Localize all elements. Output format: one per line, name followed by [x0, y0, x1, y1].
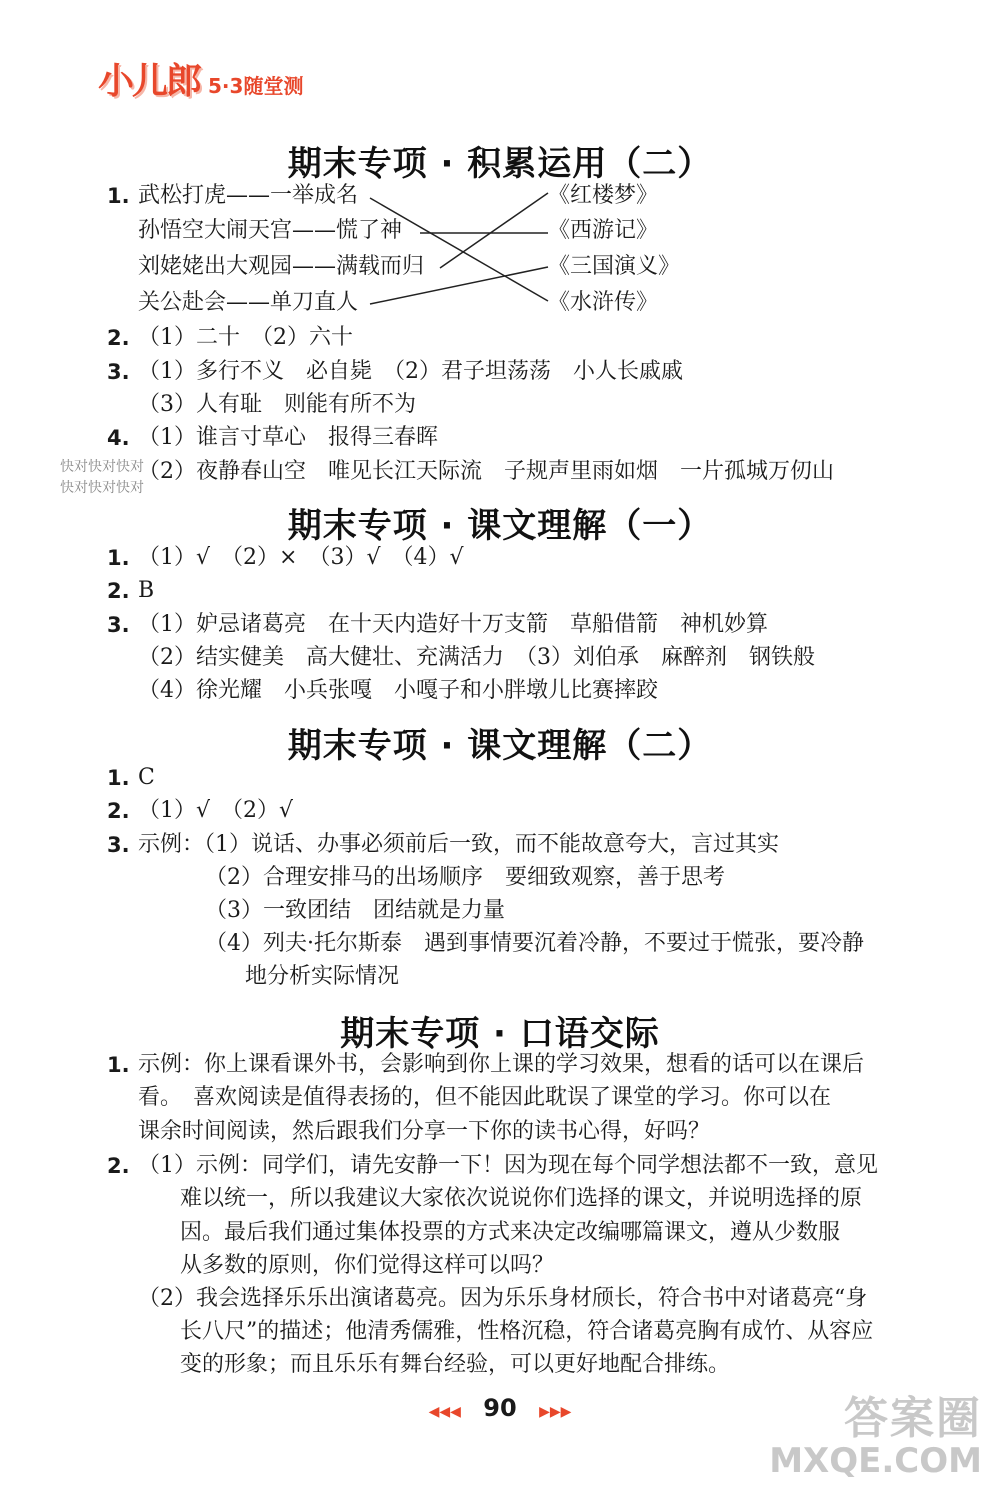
- answer-line: （4）徐光耀 小兵张嘎 小嘎子和小胖墩儿比赛摔跤: [138, 678, 658, 703]
- question-number: 2.: [107, 1154, 130, 1178]
- section-title-text-comprehension-2: 期末专项 · 课文理解（二）: [287, 726, 713, 766]
- answer-line: 看。 喜欢阅读是值得表扬的，但不能因此耽误了课堂的学习。你可以在: [138, 1085, 832, 1110]
- right-arrows-icon: ▶▶▶: [539, 1404, 572, 1420]
- question-number: 1.: [107, 766, 130, 790]
- answer-line: （4）列夫·托尔斯泰 遇到事情要沉着冷静，不要过于慌张，要冷静: [205, 931, 864, 956]
- answer-line: 难以统一，所以我建议大家依次说说你们选择的课文，并说明选择的原: [180, 1186, 863, 1211]
- site-watermark-url: MXQE.COM: [769, 1441, 982, 1481]
- answer-line: （1）多行不义 必自毙 （2）君子坦荡荡 小人长戚戚: [138, 359, 683, 384]
- answer-line: （3）一致团结 团结就是力量: [205, 898, 505, 923]
- question-number: 1.: [107, 184, 130, 208]
- match-left-item: 关公赴会——单刀直人: [138, 290, 359, 315]
- match-right-item: 《三国演义》: [548, 254, 681, 279]
- site-watermark: [769, 1395, 982, 1479]
- match-right-item: 《西游记》: [548, 218, 659, 243]
- page-number: 90: [483, 1394, 517, 1422]
- answer-line: （1）谁言寸草心 报得三春晖: [138, 425, 438, 450]
- question-number: 1.: [107, 1053, 130, 1077]
- match-right-item: 《水浒传》: [548, 290, 659, 315]
- side-watermark-line: 快对快对快对: [60, 459, 144, 475]
- answer-line: 课余时间阅读，然后跟我们分享一下你的读书心得，好吗？: [138, 1119, 711, 1144]
- question-number: 3.: [107, 613, 130, 637]
- answer-line: 示例：（1）说话、办事必须前后一致，而不能故意夸大，言过其实: [138, 832, 779, 857]
- question-number: 2.: [107, 579, 130, 603]
- answer-line: 因。最后我们通过集体投票的方式来决定改编哪篇课文，遵从少数服: [180, 1220, 841, 1245]
- brand-logo: 小儿郎: [98, 61, 201, 102]
- answer-line: （2）结实健美 高大健壮、充满活力 （3）刘伯承 麻醉剂 钢铁般: [138, 645, 815, 670]
- left-arrows-icon: ◀◀◀: [428, 1404, 461, 1420]
- answer-line: （1）二十 （2）六十: [138, 325, 353, 350]
- section-title-accumulation-2: 期末专项 · 积累运用（二）: [287, 144, 713, 184]
- question-number: 4.: [107, 426, 130, 450]
- section-title-oral-communication: 期末专项 · 口语交际: [340, 1014, 660, 1054]
- answer-line: （2）我会选择乐乐出演诸葛亮。因为乐乐身材颀长，符合书中对诸葛亮“身: [138, 1286, 868, 1311]
- side-watermark-line: 快对快对快对: [60, 480, 144, 496]
- answer-line: 示例：你上课看课外书，会影响到你上课的学习效果，想看的话可以在课后: [138, 1052, 865, 1077]
- brand-subtitle: 5·3随堂测: [208, 74, 304, 98]
- answer-line: 变的形象；而且乐乐有舞台经验，可以更好地配合排练。: [180, 1352, 731, 1377]
- site-watermark-logo: 答案圈: [844, 1393, 982, 1444]
- question-number: 2.: [107, 326, 130, 350]
- match-left-item: 武松打虎——一举成名: [138, 183, 359, 208]
- answer-line: （1）√ （2）√: [138, 798, 294, 823]
- match-line: [440, 193, 548, 268]
- section-title-text-comprehension-1: 期末专项 · 课文理解（一）: [287, 506, 713, 546]
- question-number: 3.: [107, 360, 130, 384]
- answer-line: 地分析实际情况: [245, 964, 400, 989]
- answer-line: B: [138, 578, 155, 603]
- question-number: 3.: [107, 833, 130, 857]
- answer-line: 长八尺”的描述；他清秀儒雅，性格沉稳，符合诸葛亮胸有成竹、从容应: [180, 1319, 874, 1344]
- answer-line: （1）妒忌诸葛亮 在十天内造好十万支箭 草船借箭 神机妙算: [138, 612, 768, 637]
- question-number: 2.: [107, 799, 130, 823]
- question-number: 1.: [107, 546, 130, 570]
- match-right-item: 《红楼梦》: [548, 183, 659, 208]
- answer-line: （1）示例：同学们，请先安静一下！因为现在每个同学想法都不一致，意见: [138, 1153, 878, 1178]
- answer-line: （3）人有耻 则能有所不为: [138, 392, 416, 417]
- answer-line: （2）夜静春山空 唯见长江天际流 子规声里雨如烟 一片孤城万仞山: [138, 459, 834, 484]
- answer-line: （1）√ （2）× （3）√ （4）√: [138, 545, 464, 570]
- match-left-item: 孙悟空大闹天宫——慌了神: [138, 218, 403, 243]
- match-left-item: 刘姥姥出大观园——满载而归: [138, 254, 425, 279]
- answer-line: 从多数的原则，你们觉得这样可以吗？: [180, 1253, 555, 1278]
- answer-line: C: [138, 765, 155, 790]
- answer-line: （2）合理安排马的出场顺序 要细致观察，善于思考: [205, 865, 725, 890]
